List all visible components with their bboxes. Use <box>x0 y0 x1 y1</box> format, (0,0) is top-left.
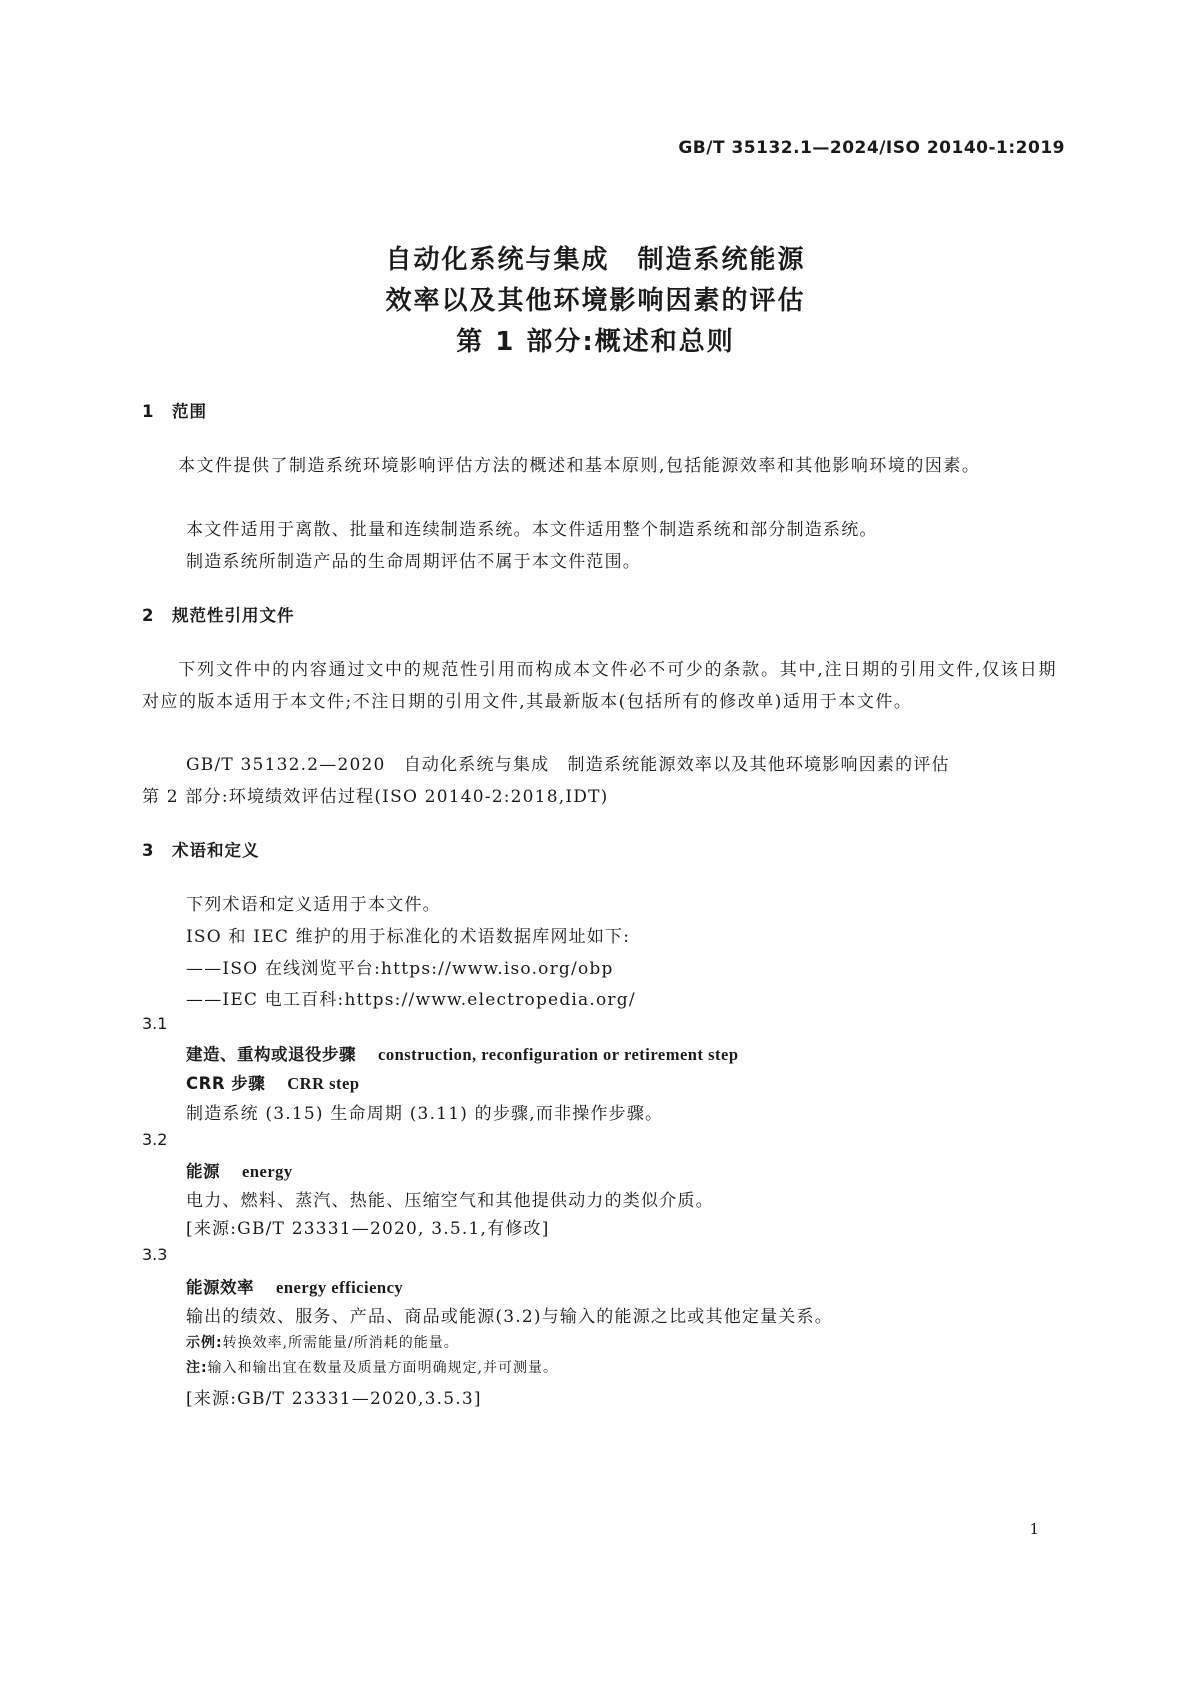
normative-reference-line-2: 第 2 部分:环境绩效评估过程(ISO 20140-2:2018,IDT) <box>142 787 609 807</box>
example-label: 示例: <box>186 1335 223 1351</box>
term-3-3-example <box>186 1332 459 1352</box>
section-number: 3 <box>142 841 155 860</box>
section-number: 1 <box>142 402 155 421</box>
note-text: 输入和输出宜在数量及质量方面明确规定,并可测量。 <box>207 1360 559 1376</box>
term-en: energy <box>242 1162 293 1181</box>
paragraph-text: 本文件提供了制造系统环境影响评估方法的概述和基本原则,包括能源效率和其他影响环境的因素。 <box>178 456 981 476</box>
title-line-3: 第 1 部分:概述和总则 <box>456 327 735 357</box>
term-en: construction, reconfiguration or retirement step <box>378 1045 739 1064</box>
term-3-2-definition: 电力、燃料、蒸汽、热能、压缩空气和其他提供动力的类似介质。 <box>186 1191 714 1211</box>
note-label: 注: <box>186 1360 208 1376</box>
section-1-paragraph-2: 本文件适用于离散、批量和连续制造系统。本文件适用整个制造系统和部分制造系统。 <box>186 520 878 540</box>
paragraph-text: 下列文件中的内容通过文中的规范性引用而构成本文件必不可少的条款。其中,注日期的引用文件,仅该日期对应的版本适用于本文件;不注日期的引用文件,其最新版本(包括所有的修改单)适用于本文件。 <box>142 660 1057 712</box>
page-number: 1 <box>1029 1520 1039 1538</box>
term-3-3-note <box>186 1357 558 1377</box>
term-cn: 能源效率 <box>186 1278 254 1297</box>
term-3-2-title <box>186 1158 293 1182</box>
term-cn: 建造、重构或退役步骤 <box>186 1045 356 1064</box>
section-2-paragraph-1 <box>142 654 1057 718</box>
term-3-1-definition: 制造系统 (3.15) 生命周期 (3.11) 的步骤,而非操作步骤。 <box>186 1104 664 1124</box>
title-line-2: 效率以及其他环境影响因素的评估 <box>385 286 806 316</box>
document-title <box>0 240 1191 363</box>
term-3-3-definition: 输出的绩效、服务、产品、商品或能源(3.2)与输入的能源之比或其他定量关系。 <box>186 1307 833 1327</box>
section-1-heading <box>142 398 207 422</box>
terms-intro-1: 下列术语和定义适用于本文件。 <box>186 895 441 915</box>
term-number: 3.1 <box>142 1014 168 1033</box>
term-number: 3.3 <box>142 1245 168 1264</box>
section-1-paragraph-3: 制造系统所制造产品的生命周期评估不属于本文件范围。 <box>186 552 641 572</box>
term-en: energy efficiency <box>276 1278 404 1297</box>
term-3-3-title <box>186 1274 403 1298</box>
term-number: 3.2 <box>142 1130 168 1149</box>
term-alt-cn: CRR 步骤 <box>186 1074 266 1093</box>
term-3-1-title <box>186 1041 739 1065</box>
document-code: GB/T 35132.1—2024/ISO 20140-1:2019 <box>678 138 1065 158</box>
title-line-1: 自动化系统与集成 制造系统能源 <box>385 245 806 275</box>
term-3-1-alt-title <box>186 1070 360 1094</box>
section-title: 范围 <box>172 402 207 421</box>
section-number: 2 <box>142 606 155 625</box>
iso-obp-link[interactable]: ——ISO 在线浏览平台:https://www.iso.org/obp <box>186 959 614 979</box>
term-alt-en: CRR step <box>287 1074 360 1093</box>
section-2-heading <box>142 602 295 626</box>
term-3-2-source: [来源:GB/T 23331—2020, 3.5.1,有修改] <box>186 1219 550 1239</box>
section-title: 规范性引用文件 <box>172 606 295 625</box>
terms-intro-2: ISO 和 IEC 维护的用于标准化的术语数据库网址如下: <box>186 927 631 947</box>
term-3-3-source: [来源:GB/T 23331—2020,3.5.3] <box>186 1389 482 1409</box>
normative-reference-line-1: GB/T 35132.2—2020 自动化系统与集成 制造系统能源效率以及其他环境影响因素的评估 <box>186 755 950 775</box>
term-cn: 能源 <box>186 1162 220 1181</box>
electropedia-link[interactable]: ——IEC 电工百科:https://www.electropedia.org/ <box>186 990 636 1010</box>
section-3-heading <box>142 837 260 861</box>
section-title: 术语和定义 <box>172 841 260 860</box>
example-text: 转换效率,所需能量/所消耗的能量。 <box>222 1335 459 1351</box>
section-1-paragraph-1 <box>142 450 1057 482</box>
